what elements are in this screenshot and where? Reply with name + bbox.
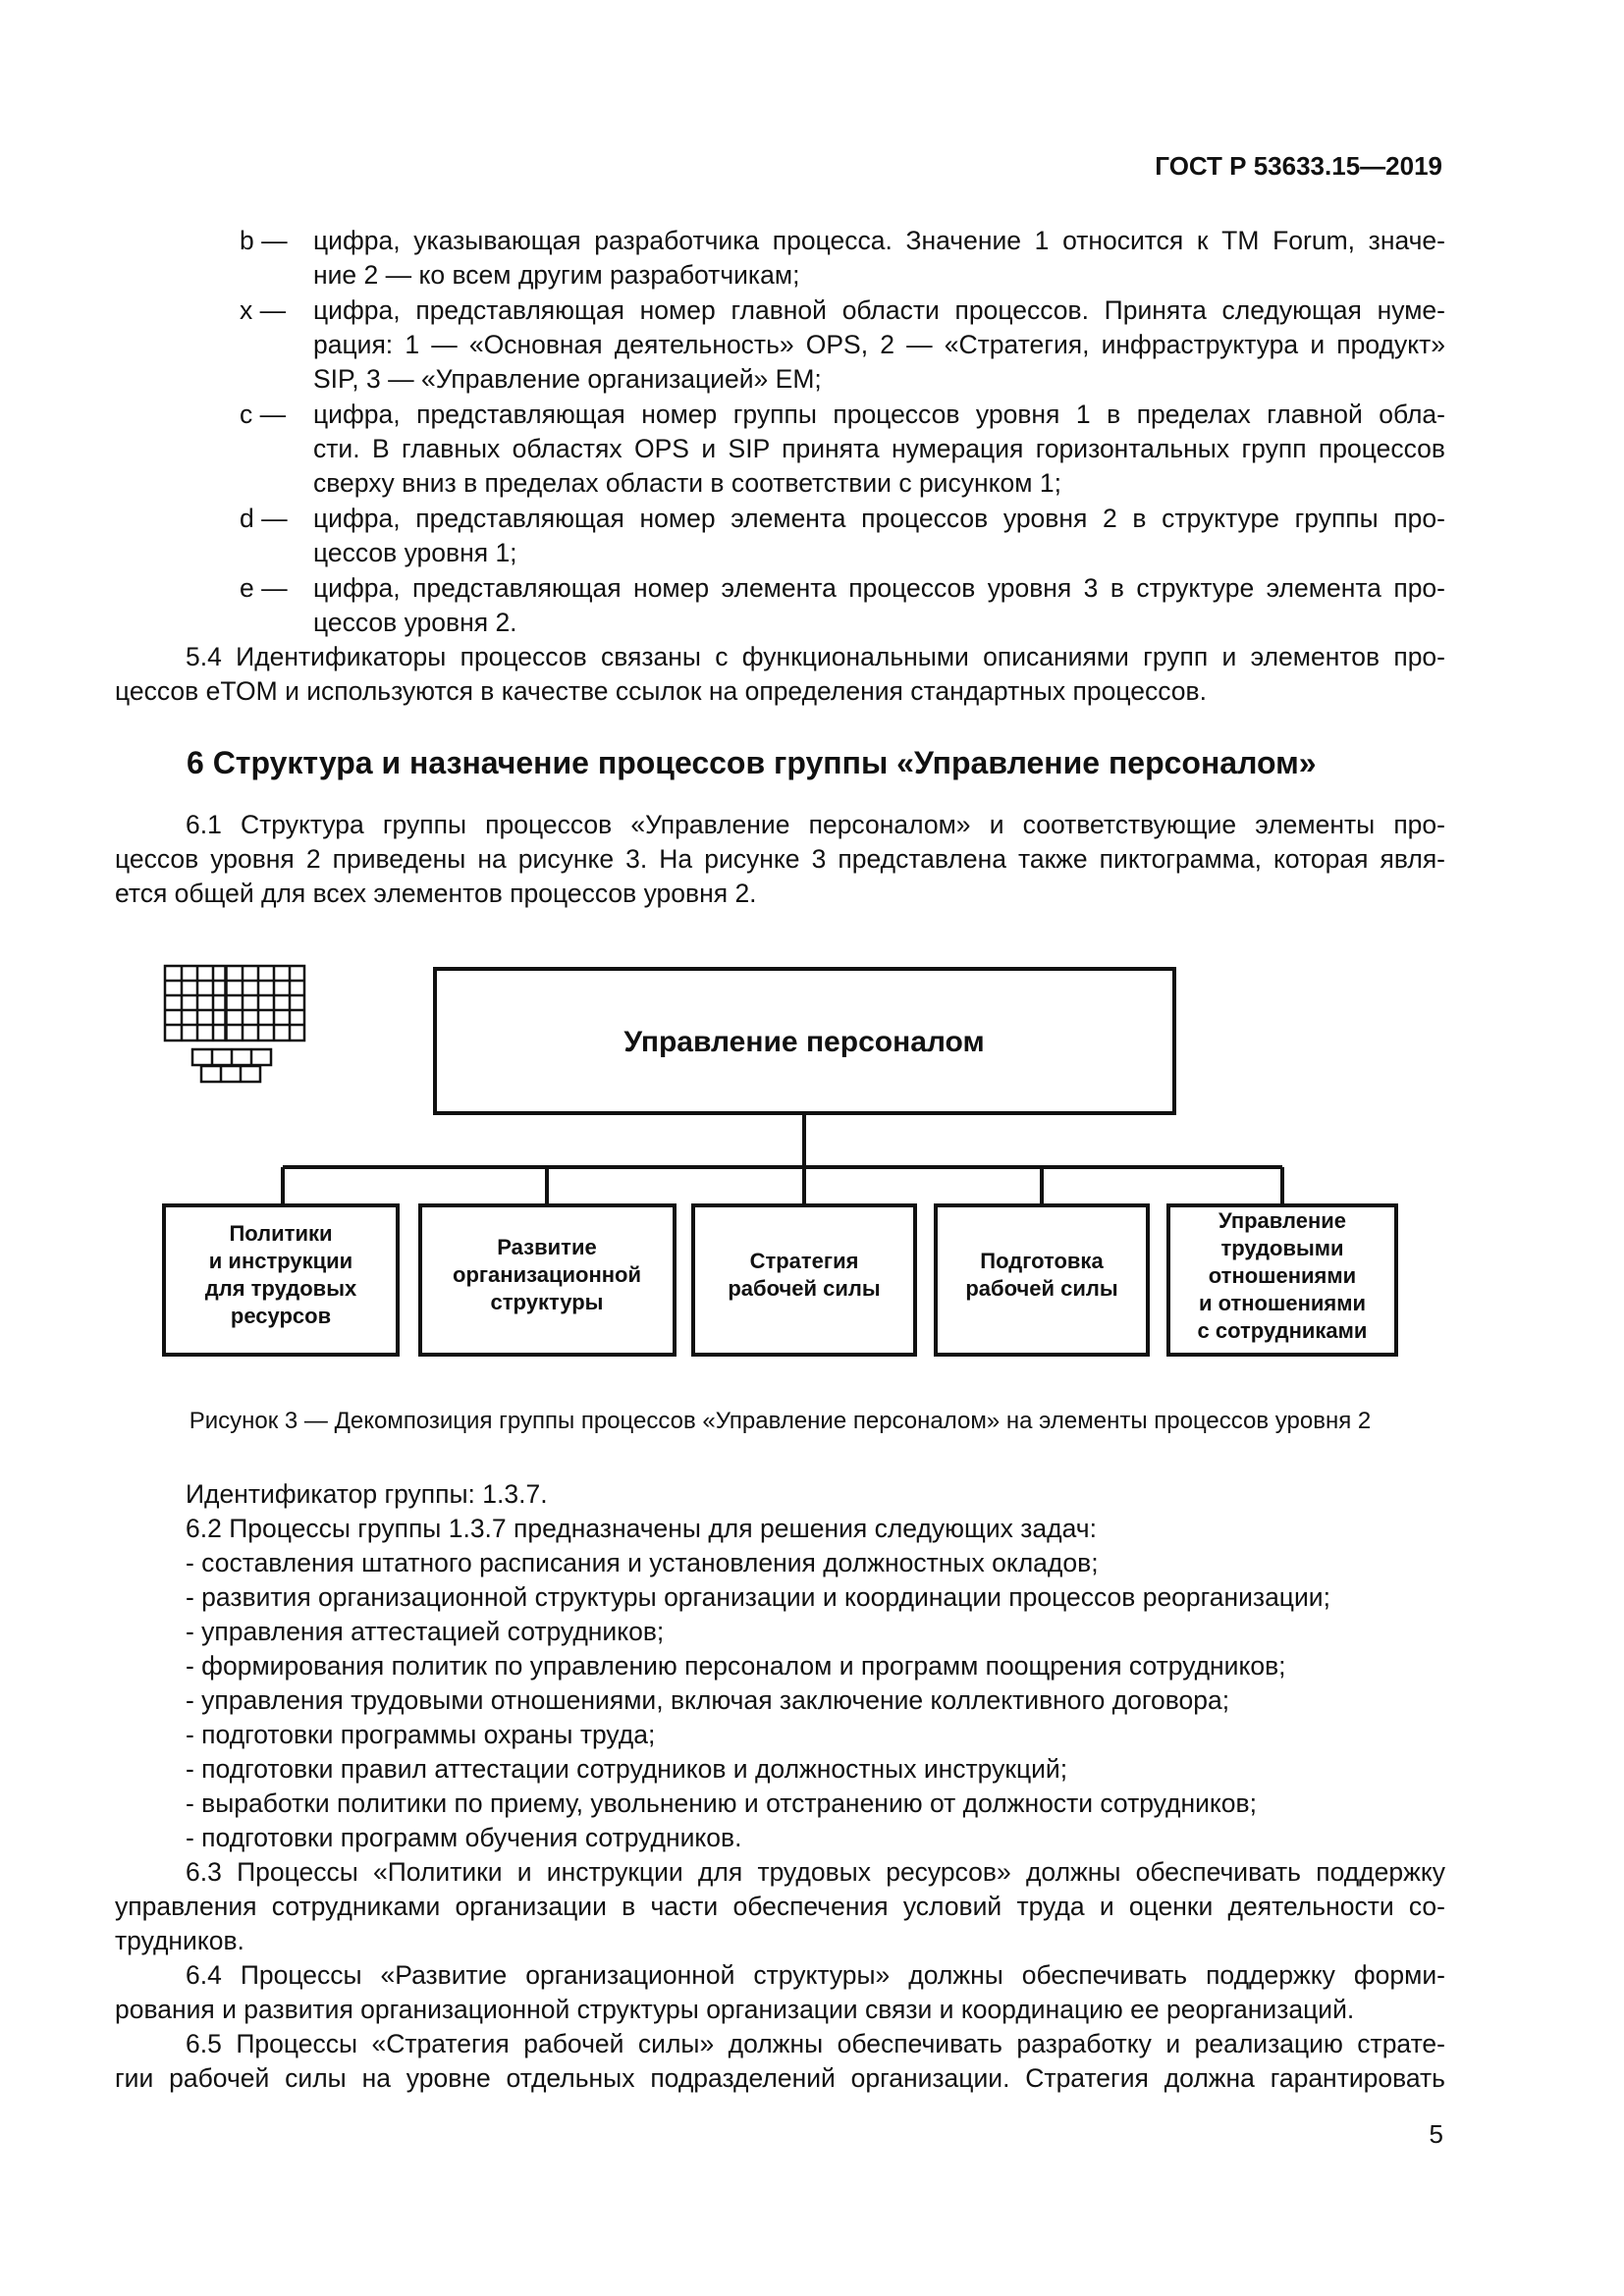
paragraph-line: 6.4 Процессы «Развитие организационной структуры» должны обеспечивать поддержку форми-: [186, 1960, 1445, 1990]
paragraph-line: цессов уровня 2 приведены на рисунке 3. На рисунке 3 представлена также пиктограмма, которая явля-: [115, 844, 1445, 874]
definition-term: x —: [240, 295, 287, 325]
definition-line: цифра, представляющая номер главной области процессов. Принята следующая нуме-: [313, 295, 1445, 325]
paragraph-line: управления сотрудниками организации в части обеспечения условий труда и оценки деятельности со-: [115, 1892, 1445, 1921]
list-line: 6.2 Процессы группы 1.3.7 предназначены для решения следующих задач:: [186, 1514, 1097, 1543]
definition-line: рация: 1 — «Основная деятельность» OPS, 2 — «Стратегия, инфраструктура и продукт»: [313, 330, 1445, 359]
paragraph-6-3: [115, 1855, 1445, 1958]
child-label-line: и инструкции: [208, 1249, 353, 1273]
top-process-label: Управление персоналом: [623, 1026, 985, 1058]
child-label-line: Подготовка: [980, 1249, 1104, 1273]
paragraph-6-5: [115, 2027, 1445, 2096]
paragraph-line: гии рабочей силы на уровне отдельных подразделений организации. Стратегия должна гарантировать: [115, 2063, 1445, 2093]
child-label-line: отношениями: [1208, 1263, 1357, 1288]
definition-term: b —: [240, 226, 288, 255]
list-line: - подготовки программ обучения сотрудников.: [186, 1823, 742, 1852]
figure-caption: Рисунок 3 — Декомпозиция группы процессов «Управление персоналом» на элементы процессов уровня 2: [189, 1408, 1372, 1434]
definition-term: e —: [240, 573, 288, 603]
paragraph-line: 6.5 Процессы «Стратегия рабочей силы» должны обеспечивать разработку и реализацию страте-: [186, 2029, 1445, 2058]
paragraph-line: ется общей для всех элементов процессов уровня 2.: [115, 879, 757, 908]
child-label-line: рабочей силы: [728, 1276, 881, 1301]
definition-line: цессов уровня 1;: [313, 538, 517, 567]
paragraph-line: цессов eTOM и используются в качестве ссылок на определения стандартных процессов.: [115, 676, 1207, 706]
child-label-line: и отношениями: [1198, 1291, 1367, 1315]
list-line: - подготовки программы охраны труда;: [186, 1720, 656, 1749]
child-label-line: Развитие: [497, 1235, 597, 1259]
list-line: - управления трудовыми отношениями, включая заключение коллективного договора;: [186, 1685, 1230, 1715]
list-line: - формирования политик по управлению персоналом и программ поощрения сотрудников;: [186, 1651, 1286, 1681]
connector-lines: [283, 1113, 1282, 1205]
list-line: - управления аттестацией сотрудников;: [186, 1617, 665, 1646]
paragraph-line: 5.4 Идентификаторы процессов связаны с функциональными описаниями групп и элементов про-: [186, 642, 1445, 671]
process-grid-icon: [165, 966, 304, 1082]
page-number: 5: [1429, 2119, 1443, 2149]
document-header: ГОСТ Р 53633.15—2019: [1155, 151, 1442, 181]
list-line: - развития организационной структуры организации и координации процессов реорганизации;: [186, 1582, 1330, 1612]
paragraph-6-4: [115, 1958, 1445, 2027]
paragraph-line: 6.3 Процессы «Политики и инструкции для трудовых ресурсов» должны обеспечивать поддержку: [186, 1857, 1445, 1887]
child-label-line: Стратегия: [749, 1249, 859, 1273]
definition-term: c —: [240, 400, 287, 429]
definition-line: сти. В главных областях OPS и SIP принята нумерация горизонтальных групп процессов: [313, 434, 1445, 463]
child-label-line: структуры: [490, 1290, 604, 1314]
child-label-line: с сотрудниками: [1197, 1318, 1368, 1343]
child-label-line: для трудовых: [204, 1276, 357, 1301]
list-line: Идентификатор группы: 1.3.7.: [186, 1479, 548, 1509]
definition-line: цифра, представляющая номер элемента процессов уровня 2 в структуре группы про-: [313, 504, 1445, 533]
definition-line: ние 2 — ко всем другим разработчикам;: [313, 260, 800, 290]
child-label-line: ресурсов: [230, 1304, 332, 1328]
child-label-line: трудовыми: [1220, 1236, 1344, 1260]
definition-line: цессов уровня 2.: [313, 608, 517, 637]
definition-line: цифра, указывающая разработчика процесса. Значение 1 относится к TM Forum, значе-: [313, 226, 1445, 255]
definition-line: SIP, 3 — «Управление организацией» EM;: [313, 364, 822, 394]
list-line: - выработки политики по приему, увольнению и отстранению от должности сотрудников;: [186, 1789, 1257, 1818]
definition-line: цифра, представляющая номер группы процессов уровня 1 в пределах главной обла-: [313, 400, 1445, 429]
definition-line: цифра, представляющая номер элемента процессов уровня 3 в структуре элемента про-: [313, 573, 1445, 603]
list-line: - составления штатного расписания и установления должностных окладов;: [186, 1548, 1099, 1577]
paragraph-line: трудников.: [115, 1926, 244, 1955]
section-6-heading: 6 Структура и назначение процессов группы «Управление персоналом»: [187, 745, 1317, 780]
child-label-line: Политики: [229, 1221, 333, 1246]
paragraph-line: 6.1 Структура группы процессов «Управление персоналом» и соответствующие элементы про-: [186, 810, 1445, 839]
paragraph-line: рования и развития организационной структуры организации связи и координацию ее реорганизаций.: [115, 1995, 1355, 2024]
definition-term: d —: [240, 504, 288, 533]
child-label-line: Управление: [1218, 1208, 1347, 1233]
child-label-line: рабочей силы: [965, 1276, 1118, 1301]
definition-line: сверху вниз в пределах области в соответствии с рисунком 1;: [313, 468, 1061, 498]
list-line: - подготовки правил аттестации сотрудников и должностных инструкций;: [186, 1754, 1068, 1784]
child-label-line: организационной: [453, 1262, 641, 1287]
